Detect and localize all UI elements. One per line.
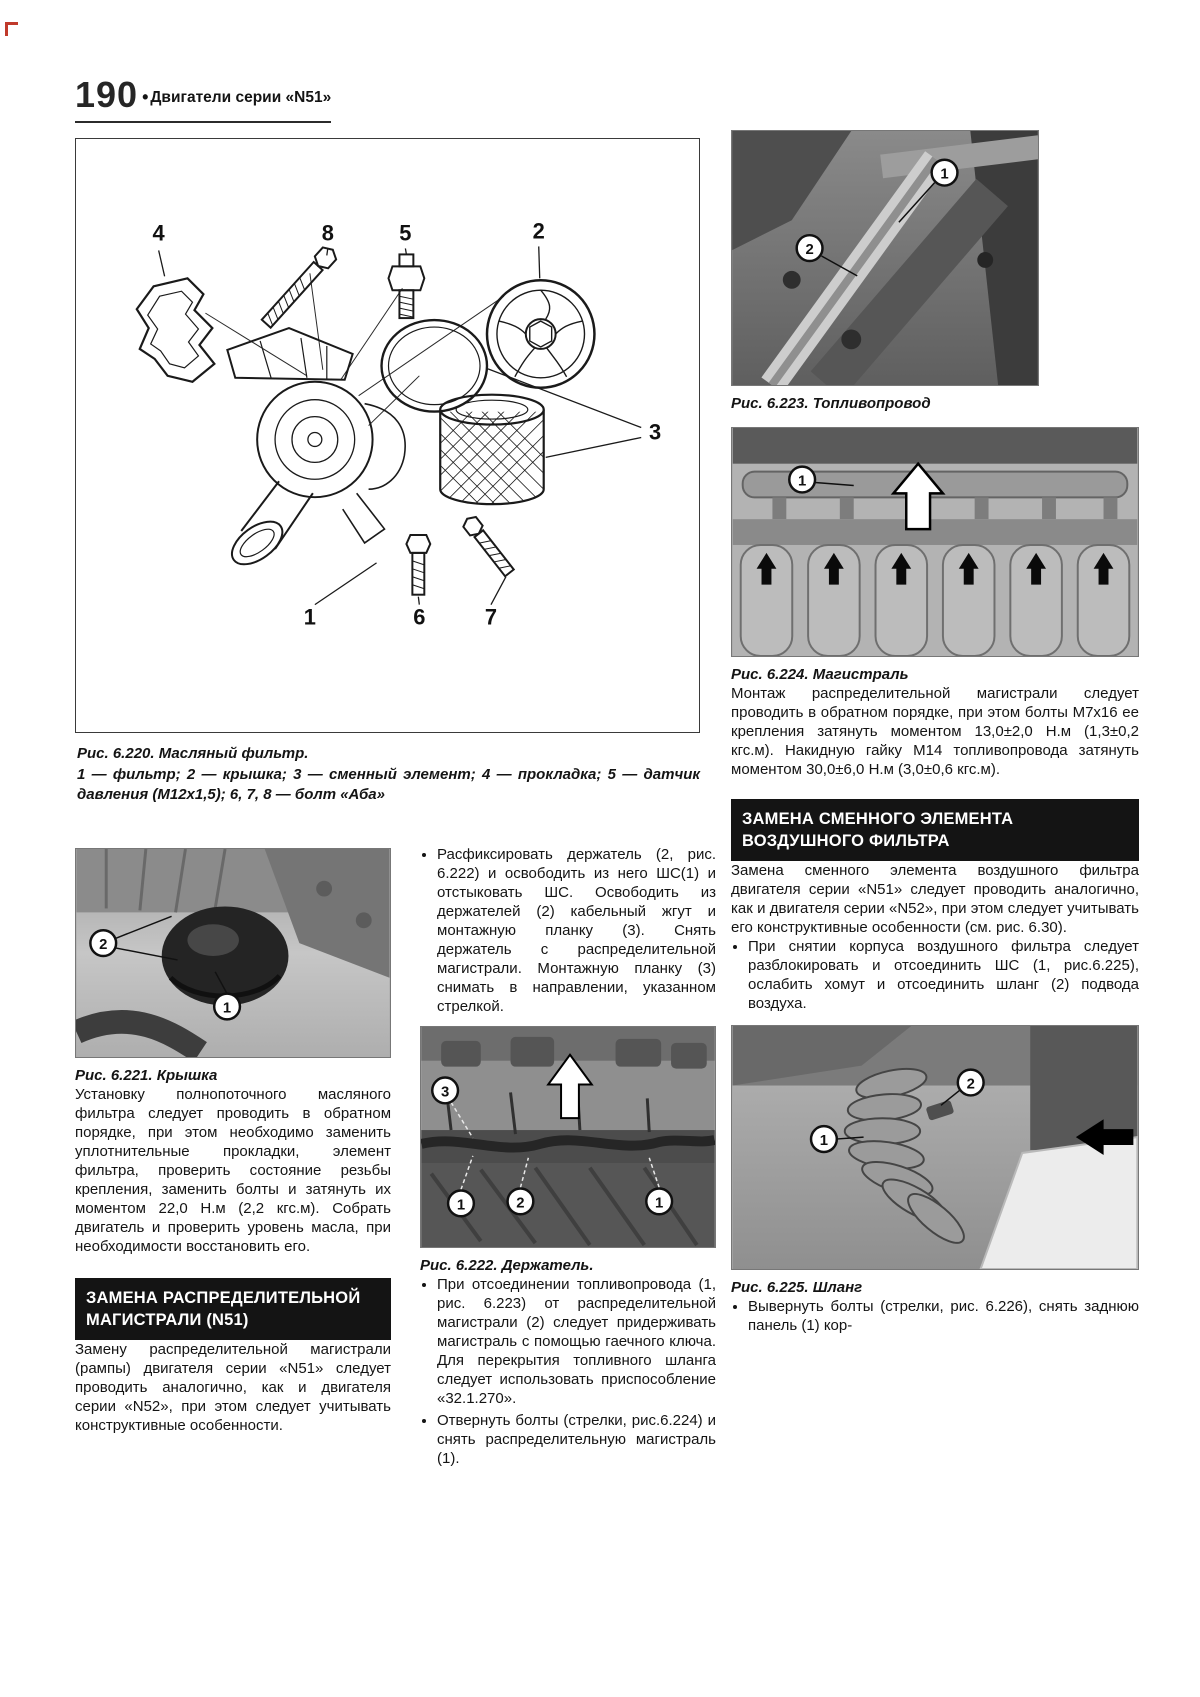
part-label-4: 4 [152, 220, 165, 246]
callout-1 [811, 1126, 837, 1152]
step-list [420, 845, 716, 1016]
part-label-2: 2 [532, 218, 545, 244]
print-mark [5, 22, 8, 36]
o-ring-part [382, 320, 487, 412]
middle-column [420, 845, 716, 1471]
callout-2 [90, 930, 116, 956]
callout-number: 2 [99, 937, 108, 954]
caption-body: 1 — фильтр; 2 — крышка; 3 — сменный элемент; 4 — прокладка; 5 — датчик давления (М12х1,5); 6, 7, 8 — болт «Аба» [77, 766, 700, 803]
step-item: • Отвернуть болты (стрелки, рис.6.224) и снять распределительную магистраль (1). [437, 1411, 716, 1468]
callout-1 [789, 467, 815, 493]
callout-1 [932, 160, 958, 186]
part-label-3: 3 [649, 419, 662, 445]
callout-number: 1 [940, 166, 949, 183]
step-item: • При отсоединении топливопровода (1, рис. 6.223) от распределительной магистрали (2) следует придерживать магистраль с помощью гаечного ключа. Для перекрытия топливного шланга следует использовать приспособление «32.1.270». [437, 1275, 716, 1408]
paragraph: Замену распределительной магистрали (рампы) двигателя серии «N51» следует проводить аналогично, как и двигателя серии «N52», при этом следует учитывать конструктивные особенности. [75, 1341, 391, 1434]
construction-lines [205, 273, 503, 425]
section-header-air-filter: ЗАМЕНА СМЕННОГО ЭЛЕМЕНТА ВОЗДУШНОГО ФИЛЬТРА [731, 799, 1139, 861]
figure-6-220 [75, 138, 700, 733]
callout-number: 1 [456, 1197, 466, 1214]
figure-6-223-caption: Рис. 6.223. Топливопровод [731, 395, 931, 412]
figure-6-222-caption: Рис. 6.222. Держатель. [420, 1257, 594, 1274]
left-column [75, 848, 391, 1435]
filter-housing-part [224, 328, 405, 573]
pressure-sensor-part [388, 254, 424, 318]
callout-number: 1 [655, 1195, 664, 1212]
figure-6-222-photo [420, 1026, 716, 1248]
callout-3 [432, 1078, 458, 1104]
figure-6-221-photo [75, 848, 391, 1058]
section-header-fuel-rail: ЗАМЕНА РАСПРЕДЕЛИТЕЛЬНОЙ МАГИСТРАЛИ (N51) [75, 1278, 391, 1340]
figure-6-221-caption: Рис. 6.221. Крышка [75, 1067, 218, 1084]
figure-6-220-caption [77, 744, 700, 805]
filter-cap-part [487, 280, 594, 387]
callout-1a [448, 1191, 474, 1217]
paragraph: Установку полнопоточного масляного фильтра следует проводить в обратном порядке, при этом необходимо заменить уплотнительные прокладки, элемент фильтра, проверить состояние резьбы крепления, заменить болты и затянуть их моментом 22,0 Н.м (2,2 кгс.м). Собрать двигатель и проверить уровень масла, при необходимости восстановить его. [75, 1086, 391, 1255]
callout-2 [958, 1070, 984, 1096]
paragraph: Монтаж распределительной магистрали следует проводить в обратном порядке, при этом болты М7х16 ее крепления затянуть моментом 13,0±2,0 Н.м (1,3±0,2 кгс.м). Накидную гайку М14 топливопровода затянуть моментом 30,0±6,0 Н.м (3,0±0,6 кгс.м). [731, 685, 1139, 778]
part-label-5: 5 [399, 220, 412, 246]
callout-number: 1 [819, 1133, 829, 1150]
callout-1b [646, 1189, 672, 1215]
gasket-part [137, 278, 215, 381]
filter-element-part [375, 395, 596, 509]
figure-6-224-caption: Рис. 6.224. Магистраль [731, 666, 909, 683]
part-label-6: 6 [413, 604, 426, 630]
callout-2 [508, 1189, 534, 1215]
figure-6-225-caption: Рис. 6.225. Шланг [731, 1279, 863, 1296]
figure-6-225-photo [731, 1025, 1139, 1270]
page-number: 190 [75, 74, 139, 115]
callout-number: 1 [798, 473, 807, 490]
callout-number: 2 [516, 1195, 525, 1212]
step-item: • Вывернуть болты (стрелки, рис. 6.226), снять заднюю панель (1) кор- [748, 1297, 1139, 1335]
header-separator: • [142, 87, 149, 107]
callout-number: 2 [805, 242, 814, 259]
bolt-8-part [260, 244, 340, 330]
bolt-7-part [461, 514, 516, 578]
chapter-title: Двигатели серии «N51» [150, 89, 332, 106]
bolt-6-part [406, 535, 430, 595]
step-list [731, 1297, 1139, 1335]
callout-number: 2 [966, 1076, 975, 1093]
step-list [420, 1275, 716, 1468]
callout-number: 1 [222, 1000, 232, 1017]
step-item: • При снятии корпуса воздушного фильтра следует разблокировать и отсоединить ШС (1, рис.6.225), ослабить хомут и отсоединить шланг (2) подвода воздуха. [748, 937, 1139, 1013]
page-header [75, 74, 331, 123]
part-labels [153, 218, 662, 629]
oil-filter-exploded-diagram [76, 139, 698, 731]
step-list [731, 937, 1139, 1013]
figure-6-224-photo [731, 427, 1139, 657]
step-item: • Расфиксировать держатель (2, рис. 6.222) и освободить из него ШС(1) и отстыковать ШС. Освободить из держателей (2) кабельный жгут и монтажную планку (3). Снять держатель с распределительной магистрали. Монтажную планку (3) снимать в направлении, указанном стрелкой. [437, 845, 716, 1016]
callout-1 [214, 994, 240, 1020]
callout-2 [797, 235, 823, 261]
part-label-7: 7 [484, 604, 498, 630]
figure-6-223-photo [731, 130, 1039, 386]
right-column [731, 130, 1139, 1338]
caption-title: Рис. 6.220. Масляный фильтр. [77, 745, 309, 762]
part-label-1: 1 [303, 604, 316, 630]
part-label-8: 8 [321, 220, 334, 246]
callout-number: 3 [440, 1084, 450, 1101]
paragraph: Замена сменного элемента воздушного фильтра двигателя серии «N51» следует проводить аналогично, как и двигателя серии «N52», при этом следует учитывать его конструктивные особенности (см. рис. 6.30). [731, 862, 1139, 936]
